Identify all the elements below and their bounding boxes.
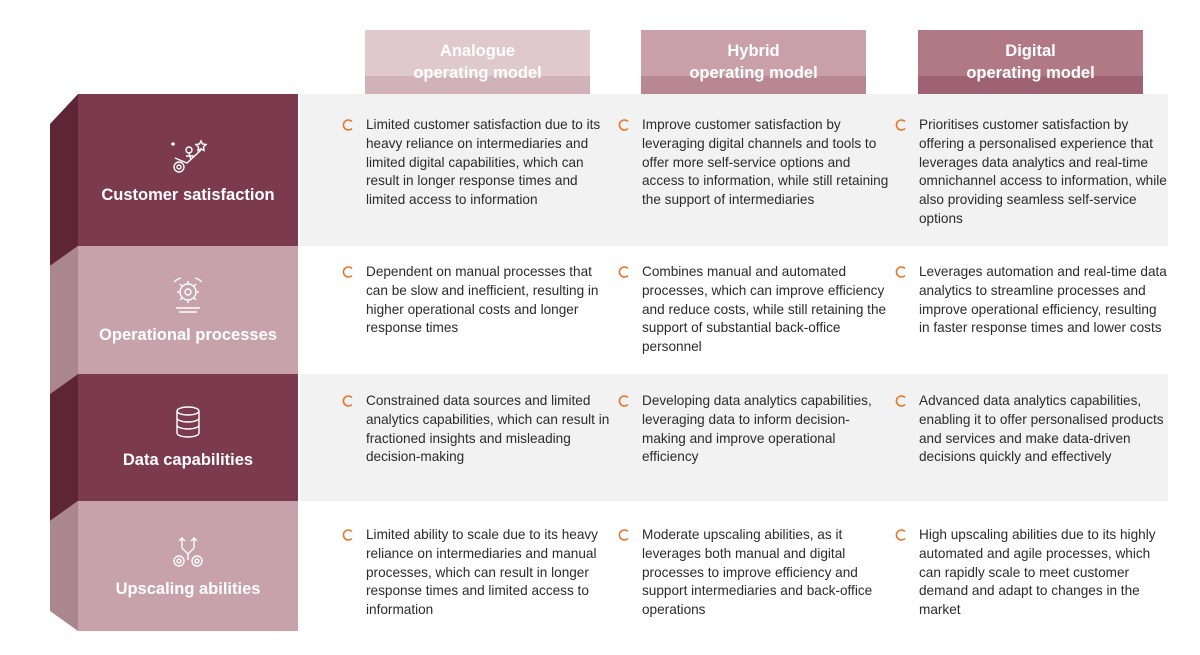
cell-text: High upscaling abilities due to its highly automated and agile processes, which can rapidly scale to meet customer demand and adapt to changes in the market <box>895 526 1169 620</box>
column-header-title: Hybrid <box>727 42 780 60</box>
bullet-icon <box>618 529 630 541</box>
column-header-title: Digital <box>1005 42 1056 60</box>
cell-text: Limited customer satisfaction due to its heavy reliance on intermediaries and limited digital capabilities, which can result in longer response times and limited access to information <box>342 116 616 210</box>
column-header-title: Analogue <box>439 42 516 60</box>
column-header-analogue <box>365 30 590 94</box>
bullet-icon <box>618 266 630 278</box>
bullet-icon <box>895 395 907 407</box>
row-label-text: Operational processes <box>99 325 277 344</box>
cell-text: Combines manual and automated processes, which can improve efficiency and reduce costs, while still retaining the support of substantial back-office personnel <box>618 263 892 357</box>
bullet-icon <box>342 529 354 541</box>
bullet-icon <box>618 119 630 131</box>
cell-text: Improve customer satisfaction by leveraging digital channels and tools to offer more self-service options and access to information, while still retaining the support of intermediaries <box>618 116 892 210</box>
row-bevel <box>50 94 80 631</box>
column-header-subtitle: operating model <box>413 64 542 82</box>
bullet-icon <box>342 395 354 407</box>
upscaling-gears-icon <box>167 534 209 570</box>
cell-text: Advanced data analytics capabilities, enabling it to offer personalised products and services and make data-driven decisions quickly and effectively <box>895 392 1169 467</box>
cell-text: Prioritises customer satisfaction by offering a personalised experience that leverages data analytics and real-time omnichannel access to information, while also providing seamless self-service options <box>895 116 1169 229</box>
column-header-hybrid <box>641 30 866 94</box>
column-header-subtitle: operating model <box>689 64 818 82</box>
bullet-icon <box>895 119 907 131</box>
bullet-icon <box>342 119 354 131</box>
database-icon <box>167 405 209 441</box>
row-label-operational-processes <box>78 246 298 374</box>
cell-text: Leverages automation and real-time data analytics to streamline processes and improve operational efficiency, resulting in faster response times and lower costs <box>895 263 1169 338</box>
cell-text: Constrained data sources and limited analytics capabilities, which can result in fractioned insights and misleading decision-making <box>342 392 616 467</box>
bullet-icon <box>342 266 354 278</box>
cell-text: Moderate upscaling abilities, as it leverages both manual and digital processes to improve efficiency and support intermediaries and back-office operations <box>618 526 892 620</box>
row-label-text: Customer satisfaction <box>101 185 275 204</box>
row-label-upscaling-abilities <box>78 501 298 631</box>
customer-satisfaction-icon <box>167 136 209 176</box>
bullet-icon <box>895 266 907 278</box>
row-label-data-capabilities <box>78 374 298 501</box>
row-label-text: Upscaling abilities <box>115 579 261 598</box>
row-label-text: Data capabilities <box>122 451 254 469</box>
bullet-icon <box>618 395 630 407</box>
cell-text: Developing data analytics capabilities, leveraging data to inform decision-making and improve operational efficiency <box>618 392 892 467</box>
cell-text: Limited ability to scale due to its heavy reliance on intermediaries and manual processes, which can result in longer response times and limited access to information <box>342 526 616 620</box>
cell-text: Dependent on manual processes that can be slow and inefficient, resulting in higher operational costs and longer response times <box>342 263 616 338</box>
row-label-customer-satisfaction <box>78 94 298 246</box>
column-header-subtitle: operating model <box>966 64 1095 82</box>
operational-processes-icon <box>167 276 209 316</box>
column-header-digital <box>918 30 1143 94</box>
bullet-icon <box>895 529 907 541</box>
